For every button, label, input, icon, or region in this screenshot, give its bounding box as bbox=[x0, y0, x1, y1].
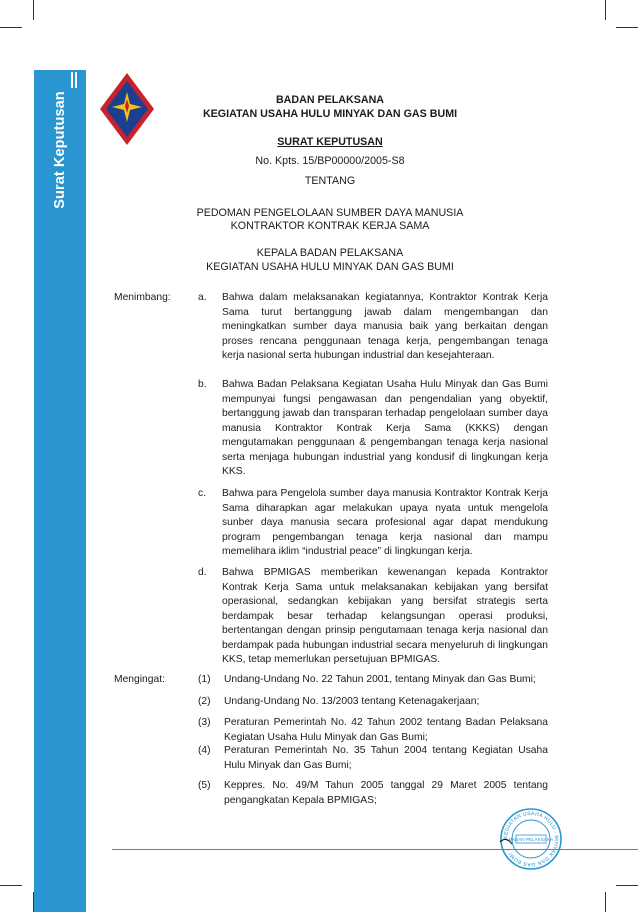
official-stamp bbox=[498, 806, 564, 872]
item-key: (2) bbox=[198, 696, 211, 707]
item-key: b. bbox=[198, 379, 207, 390]
svg-text:BADAN PELAKSANA: BADAN PELAKSANA bbox=[508, 837, 554, 842]
item-key: (4) bbox=[198, 745, 211, 756]
signer-line2: KEGIATAN USAHA HULU MINYAK DAN GAS BUMI bbox=[206, 261, 454, 273]
menimbang-item-b bbox=[198, 378, 548, 480]
item-text: Bahwa Badan Pelaksana Kegiatan Usaha Hulu Minyak dan Gas Bumi mempunyai fungsi pengawasan dan pengendalian yang obyektif, bertanggung jawab dan transparan terhadap pengelolaan sumber daya manusia Kontraktor Kontrak Kerja Sama (KKKS) dengan mengutamakan penggunaan & pengembangan tenaga kerja nasional serta menjaga hubungan industrial yang kondusif di lingkungan kerja KKS. bbox=[222, 379, 548, 477]
subject-line2: KONTRAKTOR KONTRAK KERJA SAMA bbox=[230, 220, 430, 232]
item-text: Undang-Undang No. 22 Tahun 2001, tentang Minyak dan Gas Bumi; bbox=[224, 674, 536, 685]
mengingat-item-5 bbox=[198, 779, 548, 808]
subject-line1: PEDOMAN PENGELOLAAN SUMBER DAYA MANUSIA bbox=[196, 207, 464, 219]
menimbang-item-d bbox=[198, 566, 548, 668]
svg-text:KEGIATAN USAHA HULU · MINYAK D: KEGIATAN USAHA HULU · MINYAK DAN GAS BUMI · bbox=[502, 810, 560, 868]
menimbang-item-c bbox=[198, 487, 548, 560]
item-text: Bahwa BPMIGAS memberikan kewenangan kepada Kontraktor Kontrak Kerja Sama untuk melaksanakan kebijakan yang bersifat operasional, sedangkan kebijakan yang bersifat strategis serta berdampak besar terhadap kelangsungan operasi produksi, bertentangan dengan prinsip pengutamaan tenaga kerja nasional dan berdampak pada hubungan industrial secara menyeluruh di lingkungan KKS, tetap memerlukan persetujuan BPMIGAS. bbox=[222, 567, 548, 665]
item-text: Keppres. No. 49/M Tahun 2005 tanggal 29 Maret 2005 tentang pengangkatan Kepala BPMIGAS; bbox=[224, 780, 548, 806]
crop-mark bbox=[616, 27, 638, 28]
mengingat-item-1 bbox=[198, 673, 548, 688]
mengingat-item-4 bbox=[198, 744, 548, 773]
mengingat-label: Mengingat: bbox=[114, 674, 165, 685]
bpmigas-logo bbox=[99, 72, 155, 146]
sidebar bbox=[34, 70, 86, 912]
crop-mark bbox=[33, 0, 34, 20]
item-key: c. bbox=[198, 488, 207, 499]
item-key: d. bbox=[198, 567, 207, 578]
item-text: Undang-Undang No. 13/2003 tentang Ketenagakerjaan; bbox=[224, 696, 480, 707]
crop-mark bbox=[605, 0, 606, 20]
crop-mark bbox=[605, 892, 606, 912]
item-key: a. bbox=[198, 292, 207, 303]
item-key: (3) bbox=[198, 717, 211, 728]
item-key: (5) bbox=[198, 780, 211, 791]
menimbang-item-a bbox=[198, 291, 548, 364]
document-type: SURAT KEPUTUSAN bbox=[277, 136, 383, 148]
org-name-line2: KEGIATAN USAHA HULU MINYAK DAN GAS BUMI bbox=[202, 108, 458, 120]
sidebar-title-text: Surat Keputusan bbox=[52, 91, 69, 209]
signer-line1: KEPALA BADAN PELAKSANA bbox=[256, 247, 404, 259]
item-text: Bahwa para Pengelola sumber daya manusia Kontraktor Kontrak Kerja Sama diharapkan agar melakukan upaya nyata untuk mengelola sunber daya manusia secara profesional agar dapat mendukung program pengembangan tenaga kerja nasional dan mampu memelihara iklim “industrial peace” di lingkungan kerja. bbox=[222, 488, 548, 557]
item-text: Peraturan Pemerintah No. 42 Tahun 2002 tentang Badan Pelaksana Kegiatan Usaha Hulu Minyak dan Gas Bumi; bbox=[224, 717, 548, 743]
menimbang-label: Menimbang: bbox=[114, 292, 171, 303]
crop-mark bbox=[0, 885, 22, 886]
crop-mark bbox=[616, 885, 638, 886]
item-key: (1) bbox=[198, 674, 211, 685]
sidebar-title bbox=[34, 70, 86, 230]
document-number: No. Kpts. 15/BP00000/2005-S8 bbox=[255, 155, 405, 167]
mengingat-item-3 bbox=[198, 716, 548, 745]
crop-mark bbox=[0, 27, 22, 28]
mengingat-item-2 bbox=[198, 695, 548, 710]
item-text: Bahwa dalam melaksanakan kegiatannya, Kontraktor Kontrak Kerja Sama turut bertanggung jawab dalam mengembangan dan meningkatkan sumber daya manusia baik yang berkaitan dengan proses rencana penggunaan tenaga kerja, pengembangan tenaga kerja nasional serta hubungan industrial dan kesejahteraan. bbox=[222, 292, 548, 361]
org-name-line1: BADAN PELAKSANA bbox=[275, 94, 385, 106]
item-text: Peraturan Pemerintah No. 35 Tahun 2004 tentang Kegiatan Usaha Hulu Minyak dan Gas Bumi; bbox=[224, 745, 548, 771]
tentang-heading: TENTANG bbox=[304, 175, 356, 187]
